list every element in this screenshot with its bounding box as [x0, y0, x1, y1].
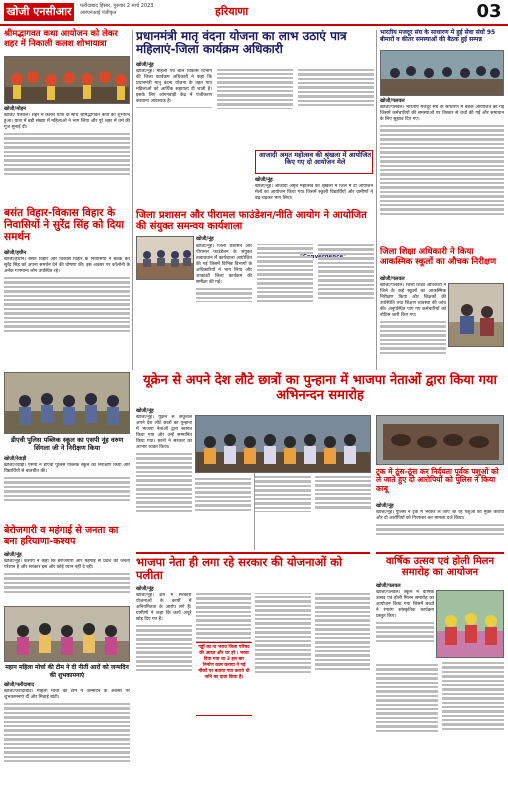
photo-workshop — [136, 236, 194, 280]
byline-a9: खोजी/नूंह — [136, 408, 154, 414]
article-body-a2 — [136, 69, 374, 149]
caption-a8: डीएवी पुलिस पब्लिक स्कूल का एसपी नूंह वरुण सिंगला जी ने निरीक्षण किया — [10, 436, 124, 452]
rule-a12 — [136, 552, 370, 554]
caption-a14: महान महिला मोर्चा की टीम ने दी नीतीं आरों को जन्मदिन की शुभकामनाएं — [5, 664, 129, 679]
photo-holi-celebration — [436, 590, 504, 658]
article-body-a12 — [136, 593, 370, 797]
photo-school-inspection — [448, 283, 504, 347]
article-body-a9 — [136, 415, 192, 549]
article-body-a3 — [380, 105, 504, 245]
article-text: खोजी/ पलवल। शहर में कलश यात्रा के साथ श्रीमद्भागवत कथा का शुभारंभ हुआ। यात्रा में बड़ी संख्या में महिलाओं ने भाग लिया और पूरे शहर में धर्म की गूंज सुनाई दी। — [4, 113, 130, 130]
article-text: खोजी/फरीदाबाद। महिला मोर्चा की टीम ने जन्मदिन के अवसर पर शुभकामनाएं दीं और मिठाई बांटी। — [4, 689, 130, 700]
headline-a11: बेरोजगारी व महंगाई से जनता का बना हरियाणा-कश्यप — [4, 525, 119, 547]
article-text: खोजी/रेवाड़ी। एसपी ने डीएवी पुलिस पब्लिक स्कूल का निरीक्षण किया और विद्यार्थियों से बातचीत की। — [4, 463, 130, 474]
article-text: खोजी/पलवल। भारतीय मजदूर संघ के साधारण में बैठक आयोजित की गई जिसमें कर्मचारियों की समस्याओं पर विस्तार से चर्चा की गई और समाधान के लिए सुझाव दिए गए। — [380, 105, 504, 122]
article-body-a13-cont — [376, 662, 504, 797]
byline-a5: खोजी/नूंह — [255, 177, 273, 183]
headline-a7: जिला शिक्षा अधिकारी ने किया आकस्मिक स्कूलों का औचक निरीक्षण — [380, 247, 497, 267]
headline-a9: यूक्रेन से अपने देश लौटे छात्रों का पुन्हाना में भाजपा नेताओं द्वारा किया गया अभिनन्दन समारोह — [143, 373, 497, 403]
article-text: खोजी/नूंह। क्षेत्र में सरकारी योजनाओं के कार्यों में अनियमितता के आरोप लगे हैं। ग्रामीणों ने कहा कि कार्य अधूरे छोड़ दिए गए हैं। — [136, 593, 192, 622]
article-text: खोजी/नूंह। जिला प्रशासन और पीरामल फाउंडेशन के संयुक्त तत्वावधान में कार्यशाला आयोजित की गई जिसमें विभिन्न विभागों के अधिकारियों ने भाग लिया और आकांक्षी जिला कार्यक्रम की समीक्षा की गई। — [196, 244, 252, 285]
byline-a3: खोजी/पलवल — [380, 98, 405, 104]
article-text: खोजी/नूंह। कश्यप ने कहा कि बेरोजगारी और महंगाई से प्रदेश की जनता परेशान है और सरकार इस ओर कोई ध्यान नहीं दे रही। — [4, 559, 130, 570]
headline-a13: वार्षिक उत्सव एवं होली मिलन समारोह का आयोजन — [385, 556, 495, 579]
headline-a4: बसंत विहार-विकास विहार के निवासियों ने सुरेंद्र सिंह को दिया समर्थन — [4, 207, 125, 243]
article-body-a5 — [255, 184, 373, 206]
byline-a14: खोजी/फरीदाबाद — [4, 682, 35, 688]
date-line: फरीदाबाद हिसार, गुरुवार 2 मार्च 2023 — [80, 3, 154, 9]
photo-kalash-yatra — [4, 56, 130, 104]
article-body-a1 — [4, 113, 130, 205]
masthead — [0, 0, 508, 26]
photo-felicitation — [195, 415, 371, 473]
article-body-a11 — [4, 559, 130, 603]
byline-a6: खोजी/नूंह — [196, 236, 214, 242]
byline-a4: खोजी/हथीन — [4, 250, 27, 256]
article-body-a10 — [376, 510, 504, 549]
headline-a1: श्रीमद्भागवत कथा आयोजन को लेकर शहर में निकाली कलश शोभायात्रा — [4, 29, 118, 49]
byline-a13: खोजी/पलवल — [376, 583, 401, 589]
article-text: खोजी/पलवल। स्कूल में वार्षिक उत्सव एवं होली मिलन समारोह का आयोजन किया गया जिसमें बच्चों ने रंगारंग सांस्कृतिक कार्यक्रम प्रस्तुत किए। — [376, 590, 434, 619]
column-rule — [376, 30, 377, 370]
article-body-a8 — [4, 463, 130, 523]
section-name: हरियाणा — [215, 5, 249, 18]
article-body-a14 — [4, 689, 130, 797]
photo-union-meeting — [380, 50, 504, 96]
headline-a3: भारतीय मजदूर संघ के साधारण में हुई सेवा संघों 95 बीमारों व कीतर समस्याओं की बैठक हुई सम्पन्न — [380, 29, 496, 43]
article-body-a13 — [376, 590, 434, 660]
article-text: खोजी/नूंह। पुलिस ने ट्रक में भरकर ले जाए जा रहे पशुओं को मुक्त कराया और दो आरोपियों को गिरफ्तार कर मामला दर्ज किया। — [376, 510, 504, 521]
page-number: 03 — [472, 1, 506, 23]
paper-name: खोजी एनसीआर — [4, 3, 74, 21]
photo-dav-school — [4, 372, 130, 434]
byline-a2: खोजी/नूंह — [136, 62, 154, 68]
headline-a12: भाजपा नेता ही लगा रहे सरकार की योजनाओं को पलीता — [136, 555, 343, 582]
headline-a6: जिला प्रशासन और पीरामल फाउंडेशन/नीति आयोग ने आयोजित की संयुक्त समन्वय कार्यशाला — [136, 210, 367, 233]
registration-line: आरएनआई पंजीकृत — [80, 10, 117, 16]
article-text: खोजी/नूंह। महिला एवं बाल विकास विभाग की जिला कार्यक्रम अधिकारी ने कहा कि प्रधानमंत्री मातृ वंदना योजना के तहत पात्र महिलाओं को आर्थिक सहायता दी जाती है। इसके लिए आंगनवाड़ी केंद्र में पंजीकरण करवाना आवश्यक है। — [136, 69, 212, 104]
photo-mahila-morcha — [4, 606, 130, 662]
headline-a10: ट्रक मे ठूंस-ठूंस कर निर्दयता पूर्वक पशुओं को ले जाते हुए दो आरोपियों को पुलिस ने किया काबू — [376, 467, 499, 493]
byline-a10: खोजी/नूंह — [376, 503, 394, 509]
byline-a7: खोजी/पलवल — [380, 276, 405, 282]
pullquote-a12: गड्ढों का ना भराव जिला परिषद की आदत और घर हो । भरवा दिया गया था 3 इस बार निर्माण काम कराया ने गई मौकों पर बताया गया कराये थी जनि का दावा किया है। — [196, 642, 252, 716]
article-text: खोजी/नूंह। आजादी अमृत महोत्सव की श्रृंखला में जिले में दो आयोजन मेलों का आयोजन किया गया जिसमें स्कूली विद्यार्थियों और ग्रामीणों ने बढ़-चढ़कर भाग लिया। — [255, 184, 373, 201]
byline-a8: खोजी/रेवाड़ी — [4, 456, 27, 462]
article-body-a6 — [196, 244, 374, 369]
article-body-a9-cont — [195, 476, 371, 549]
article-body-a4 — [4, 257, 130, 367]
article-text: खोजी/पलवल। जिला शिक्षा अधिकारी ने जिले के कई स्कूलों का आकस्मिक निरीक्षण किया और शिक्षकों की उपस्थिति तथा शिक्षण व्यवस्था की जांच की। अनुपस्थित पाए गए कर्मचारियों को नोटिस जारी किए गए। — [380, 283, 446, 318]
rule-a13 — [376, 552, 504, 554]
masthead-meta — [80, 3, 200, 17]
byline-a11: खोजी/नूंह — [4, 552, 22, 558]
article-body-a7 — [380, 283, 446, 369]
column-rule — [132, 30, 133, 370]
article-text: खोजी/हथीन। बसंत विहार और विकास विहार के निवासियों ने बैठक कर सुरेंद्र सिंह को अपना समर्थन देने की घोषणा की। इस अवसर पर कॉलोनी के अनेक गणमान्य लोग उपस्थित रहे। — [4, 257, 130, 274]
photo-truck-cattle — [376, 415, 504, 465]
byline-a1: खोजी/मोहन — [4, 106, 26, 112]
byline-a12: खोजी/नूंह — [136, 586, 154, 592]
article-text: खोजी/नूंह। यूक्रेन से सकुशल अपने देश लौटे छात्रों का पुन्हाना में भाजपा नेताओं द्वारा स्वागत किया गया और उन्हें सम्मानित किया गया। छात्रों ने सरकार का आभार व्यक्त किया। — [136, 415, 192, 450]
headline-a2: प्रधानमंत्री मातृ वंदना योजना का लाभ उठाएं पात्र महिलाएं-जिला कार्यक्रम अधिकारी — [136, 29, 347, 57]
headline-a5: आजादी अमृत महोत्सव की श्रृंखला में आयोजित किए गए दो आयोजन मेले — [258, 151, 372, 167]
